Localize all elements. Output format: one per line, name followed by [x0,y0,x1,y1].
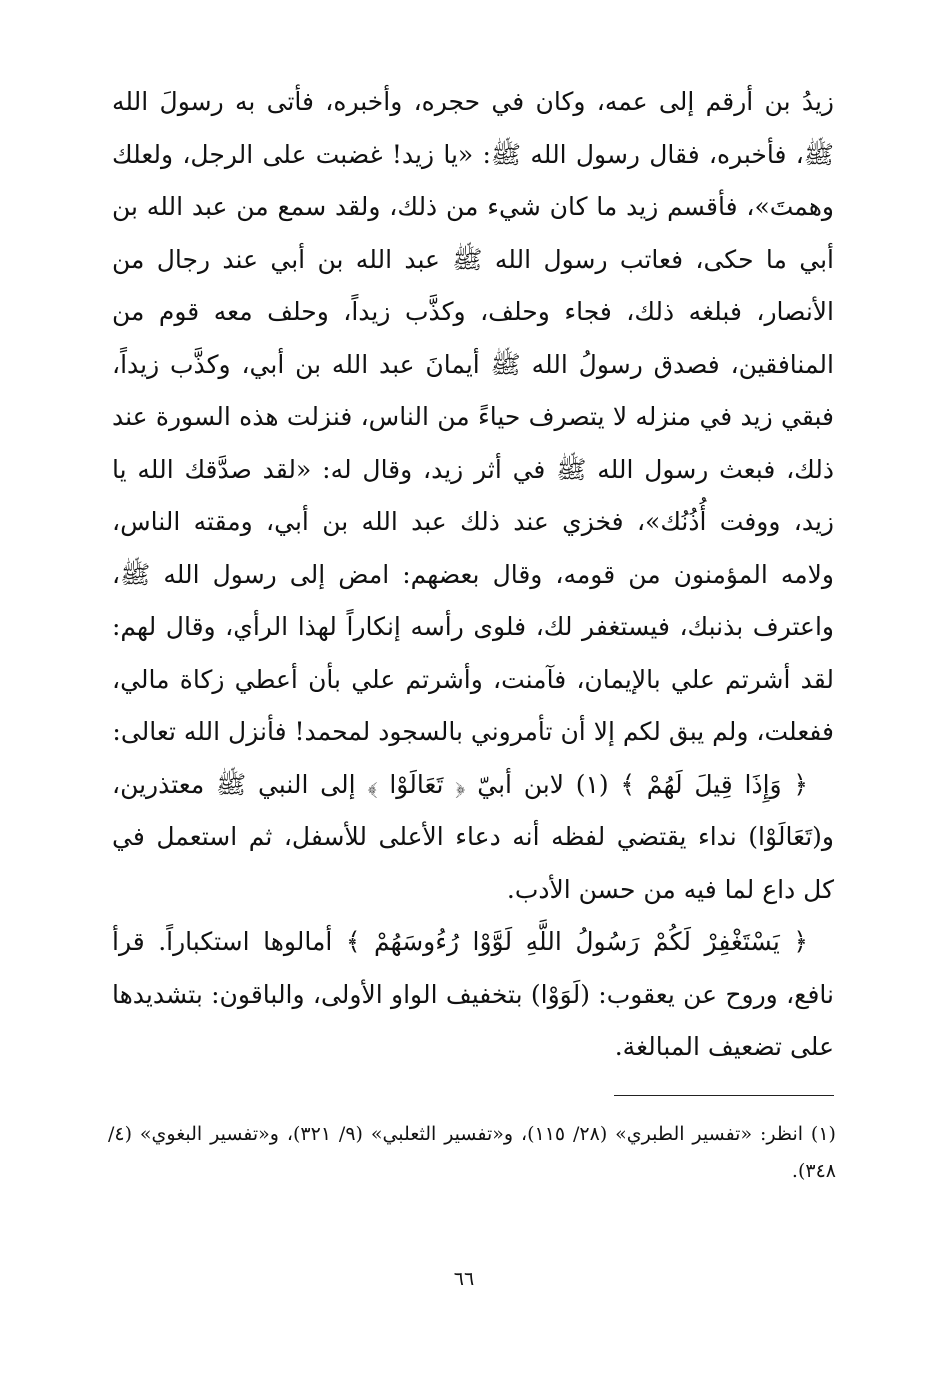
paragraph-verse-taalaw: ﴿ وَإِذَا قِيلَ لَهُمْ ﴾ (١) لابن أبيّ ﴿ تَعَالَوْا ﴾ إلى النبي ﷺ معتذرين، و(تَعَالَوْا) نداء يقتضي لفظه أنه دعاء الأعلى للأسفل، ثم استعمل في كل داع لما فيه من حسن الأدب. [112,769,834,904]
footnote-text: (١) انظر: «تفسير الطبري» (٢٨/ ١١٥)، و«تفسير الثعلبي» (٩/ ٣٢١)، و«تفسير البغوي» (٤/ ٣٤٨). [108,1123,836,1182]
footnote-section [108,1116,836,1190]
page-number: ٦٦ [453,1268,475,1290]
paragraph-narration: زيدُ بن أرقم إلى عمه، وكان في حجره، وأخبره، فأتى به رسولَ الله ﷺ، فأخبره، فقال رسول الله ﷺ: «يا زيد! غضبت على الرجل، ولعلك وهمتَ»، فأقسم زيد ما كان شيء من ذلك، ولقد سمع من عبد الله بن أبي ما حكى، فعاتب رسول الله ﷺ عبد الله بن أبي عند رجال من الأنصار، فبلغه ذلك، فجاء وحلف، وكذَّب زيداً، وحلف معه قوم من المنافقين، فصدق رسولُ الله ﷺ أيمانَ عبد الله بن أبي، وكذَّب زيداً، فبقي زيد في منزله لا يتصرف حياءً من الناس، فنزلت هذه السورة عند ذلك، فبعث رسول الله ﷺ في أثر زيد، وقال له: «لقد صدَّقك الله يا زيد، ووفت أُذُنُك»، فخزي عند ذلك عبد الله بن أبي، ومقته الناس، ولامه المؤمنون من قومه، وقال بعضهم: امض إلى رسول الله ﷺ، واعترف بذنبك، فيستغفر لك، فلوى رأسه إنكاراً لهذا الرأي، وقال لهم: لقد أشرتم علي بالإيمان، فآمنت، وأشرتم علي بأن أعطي زكاة مالي، ففعلت، ولم يبق لكم إلا أن تأمروني بالسجود لمحمد! فأنزل الله تعالى: [112,87,834,746]
main-text-body [112,76,834,1074]
footnote-divider [614,1095,834,1096]
paragraph-verse-yastaghfir: ﴿ يَسْتَغْفِرْ لَكُمْ رَسُولُ اللَّهِ لَوَّوْا رُءُوسَهُمْ ﴾ أمالوها استكباراً. قرأ نافع، وروح عن يعقوب: (لَوَوْا) بتخفيف الواو الأولى، والباقون: بتشديدها على تضعيف المبالغة. [112,927,834,1061]
